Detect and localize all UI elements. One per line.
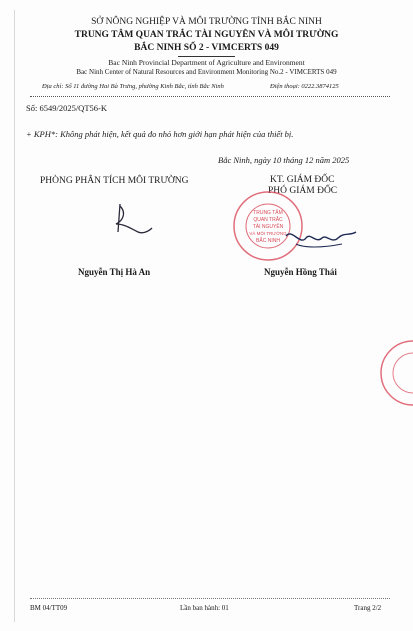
left-signature-title: PHÒNG PHÂN TÍCH MÔI TRƯỜNG: [40, 176, 189, 186]
ministry-title: SỞ NÔNG NGHIỆP VÀ MÔI TRƯỜNG TỈNH BẮC NINH: [91, 17, 322, 27]
stamp-line: QUAN TRẮC: [253, 217, 283, 223]
department-english: Bac Ninh Provincial Department of Agriculture and Environment: [108, 58, 305, 67]
stamp-line: TÀI NGUYÊN: [252, 224, 284, 230]
phone: Điện thoại: 0222.3874125: [270, 83, 339, 90]
left-signature: [108, 198, 158, 238]
issue-date: Bắc Ninh, ngày 10 tháng 12 năm 2025: [218, 155, 350, 165]
right-signature-subtitle: PHÓ GIÁM ĐỐC: [268, 186, 338, 196]
stamp-line: VÀ MÔI TRƯỜNG: [249, 231, 287, 236]
kph-note: + KPH*: Không phát hiện, kết quả đo nhỏ hơn giới hạn phát hiện của thiết bị.: [26, 129, 294, 139]
title-underline: [178, 56, 235, 57]
page-number: Trang 2/2: [354, 604, 382, 612]
stamp-line: TRUNG TÂM: [253, 210, 283, 216]
right-signature-title: KT. GIÁM ĐỐC: [270, 175, 335, 185]
branch-title: BẮC NINH SỐ 2 - VIMCERTS 049: [134, 43, 279, 53]
form-code: BM 04/TT09: [30, 604, 68, 612]
right-signature: [282, 222, 360, 254]
center-title: TRUNG TÂM QUAN TRẮC TÀI NGUYÊN VÀ MÔI TRƯỜNG: [74, 30, 339, 40]
page-border: [14, 10, 408, 622]
center-english: Bac Ninh Center of Natural Resources and Environment Monitoring No.2 - VIMCERTS 049: [76, 68, 337, 76]
page-seam-stamp: [366, 338, 413, 408]
footer-divider: [30, 598, 390, 599]
address: Địa chỉ: Số 11 đường Hai Bà Trưng, phường Kinh Bắc, tỉnh Bắc Ninh: [42, 83, 224, 90]
left-signer-name: Nguyễn Thị Hà An: [78, 267, 151, 277]
right-signer-name: Nguyễn Hồng Thái: [264, 267, 337, 277]
document-number: Số: 6549/2025/QT56-K: [26, 103, 107, 113]
issue-number: Lần ban hành: 01: [180, 604, 229, 612]
header-divider: [30, 96, 390, 97]
stamp-line: BẮC NINH: [256, 238, 280, 244]
